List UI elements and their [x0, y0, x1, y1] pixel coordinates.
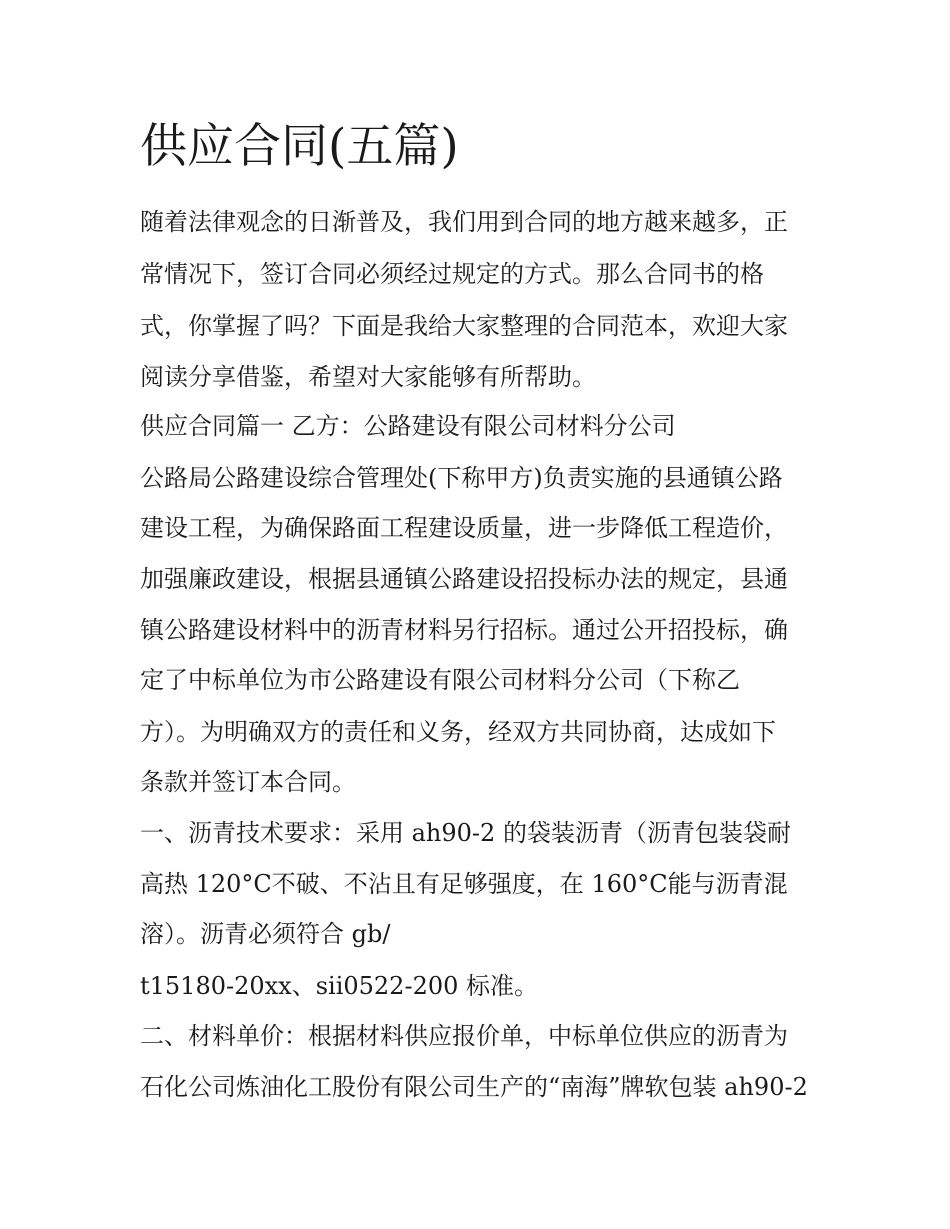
body-line: 高热 120°C不破、不沾且有足够强度，在 160°C能与沥青混 [140, 870, 788, 898]
body-line: 方）。为明确双方的责任和义务，经双方共同协商，达成如下 [140, 718, 776, 746]
body-line: 阅读分享借鉴，希望对大家能够有所帮助。 [140, 363, 596, 391]
section-heading: 供应合同篇一 乙方：公路建设有限公司材料分公司 [140, 412, 676, 440]
body-line: 随着法律观念的日渐普及，我们用到合同的地方越来越多，正 [140, 208, 788, 236]
body-line: 式，你掌握了吗？下面是我给大家整理的合同范本，欢迎大家 [140, 312, 788, 340]
body-line: 常情况下，签订合同必须经过规定的方式。那么合同书的格 [140, 260, 764, 288]
body-line: t15180-20xx、sii0522-200 标准。 [140, 972, 539, 1000]
body-line: 建设工程，为确保路面工程建设质量，进一步降低工程造价， [140, 514, 788, 542]
body-line: 定了中标单位为市公路建设有限公司材料分公司（下称乙 [140, 666, 740, 694]
body-line: 镇公路建设材料中的沥青材料另行招标。通过公开招投标，确 [140, 616, 788, 644]
document-title: 供应合同(五篇) [140, 119, 459, 174]
body-line: 溶）。沥青必须符合 gb/ [140, 920, 391, 948]
body-line: 二、材料单价：根据材料供应报价单，中标单位供应的沥青为 [140, 1022, 788, 1050]
body-line: 加强廉政建设，根据县通镇公路建设招投标办法的规定，县通 [140, 565, 788, 593]
body-line: 石化公司炼油化工股份有限公司生产的“南海”牌软包装 ah90-2 [140, 1073, 808, 1101]
body-line: 条款并签订本合同。 [140, 768, 356, 796]
body-line: 一、沥青技术要求：采用 ah90-2 的袋装沥青（沥青包装袋耐 [140, 819, 791, 847]
body-line: 公路局公路建设综合管理处(下称甲方)负责实施的县通镇公路 [140, 464, 783, 492]
